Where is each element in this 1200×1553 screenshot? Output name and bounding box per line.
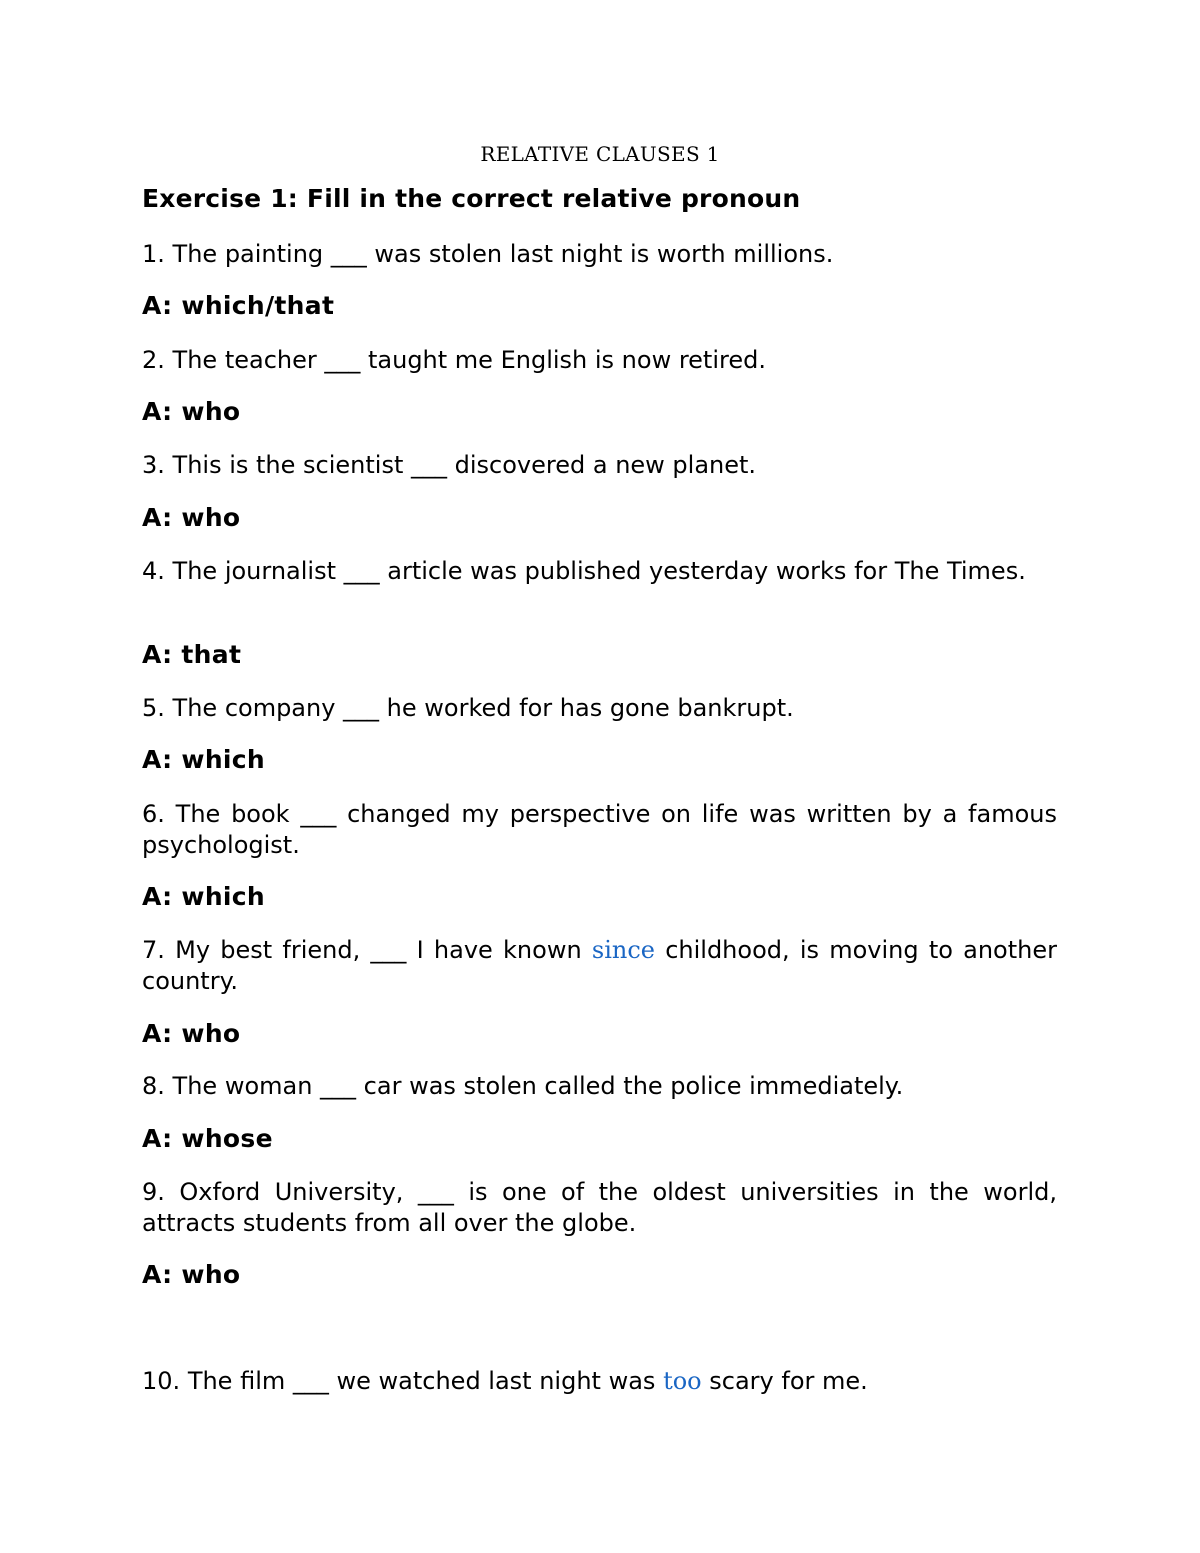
answer-prefix: A:: [142, 1019, 182, 1048]
question-number: 7.: [142, 936, 165, 964]
question-number: 9.: [142, 1178, 165, 1206]
question-number: 1.: [142, 240, 165, 268]
answer-prefix: A:: [142, 503, 182, 532]
question-3: [142, 450, 1057, 481]
answer-prefix: A:: [142, 745, 182, 774]
question-9: [142, 1177, 1057, 1239]
answer-text: which: [181, 882, 266, 911]
question-7: [142, 935, 1057, 997]
answer-text: which: [181, 745, 266, 774]
question-number: 3.: [142, 451, 165, 479]
answer-prefix: A:: [142, 882, 182, 911]
answer-text: who: [181, 1019, 241, 1048]
answer-text: whose: [181, 1124, 273, 1153]
question-text-before: The film ___ we watched last night was: [187, 1367, 656, 1395]
answer-prefix: A:: [142, 640, 182, 669]
page-title: RELATIVE CLAUSES 1: [480, 142, 720, 166]
question-8: [142, 1071, 1057, 1102]
question-4: [142, 556, 1057, 587]
answer-text: who: [181, 1260, 241, 1289]
question-text: The journalist ___ article was published yesterday works for The Times.: [172, 557, 1026, 585]
highlighted-word: too: [663, 1367, 702, 1395]
question-1: [142, 239, 1057, 270]
question-5: [142, 693, 1057, 724]
question-number: 6.: [142, 800, 165, 828]
question-number: 5.: [142, 694, 165, 722]
question-number: 4.: [142, 557, 165, 585]
answer-prefix: A:: [142, 1260, 182, 1289]
answer-text: who: [181, 397, 241, 426]
answer-7: [142, 1019, 240, 1048]
answer-9: [142, 1260, 240, 1289]
question-2: [142, 345, 1057, 376]
question-number: 8.: [142, 1072, 165, 1100]
question-10: [142, 1366, 1057, 1397]
answer-6: [142, 882, 265, 911]
answer-prefix: A:: [142, 1124, 182, 1153]
question-number: 10.: [142, 1367, 181, 1395]
question-text: This is the scientist ___ discovered a new planet.: [172, 451, 757, 479]
answer-4: [142, 640, 241, 669]
question-text-after: scary for me.: [709, 1367, 868, 1395]
answer-5: [142, 745, 265, 774]
answer-8: [142, 1124, 273, 1153]
answer-2: [142, 397, 240, 426]
exercise-heading: Exercise 1: Fill in the correct relative pronoun: [142, 184, 801, 213]
answer-text: which/that: [181, 291, 335, 320]
answer-text: who: [181, 503, 241, 532]
answer-3: [142, 503, 240, 532]
answer-prefix: A:: [142, 291, 182, 320]
question-number: 2.: [142, 346, 165, 374]
question-text: Oxford University, ___ is one of the oldest universities in the world, attracts students from all over the globe.: [142, 1178, 1057, 1237]
question-6: [142, 799, 1057, 861]
question-text: The woman ___ car was stolen called the police immediately.: [172, 1072, 904, 1100]
question-text: The teacher ___ taught me English is now retired.: [172, 346, 766, 374]
question-text-after: childhood, is moving to another country.: [142, 936, 1057, 995]
question-text: The company ___ he worked for has gone bankrupt.: [172, 694, 794, 722]
answer-prefix: A:: [142, 397, 182, 426]
answer-1: [142, 291, 334, 320]
highlighted-word: since: [591, 936, 655, 964]
question-text: The painting ___ was stolen last night is worth millions.: [172, 240, 834, 268]
answer-text: that: [181, 640, 242, 669]
question-text: The book ___ changed my perspective on life was written by a famous psychologist.: [142, 800, 1057, 859]
question-text-before: My best friend, ___ I have known: [175, 936, 582, 964]
